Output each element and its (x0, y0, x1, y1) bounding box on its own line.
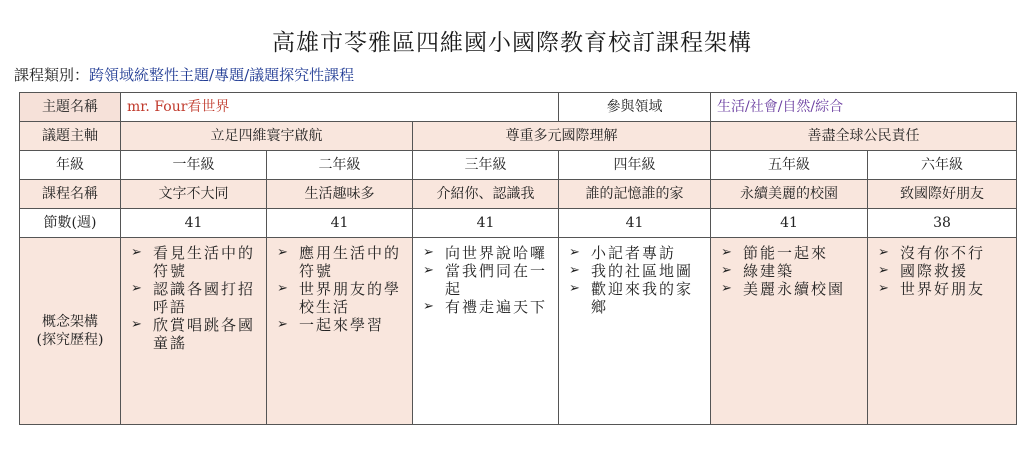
list-item: ➢ 認識各國打招呼語 (131, 280, 256, 316)
table-row-axis (20, 122, 1017, 151)
list-item: ➢ 歡迎來我的家鄉 (569, 280, 694, 316)
arrow-bullet-icon: ➢ (277, 317, 288, 332)
arrow-bullet-icon: ➢ (878, 263, 889, 278)
list-item: ➢ 世界好朋友 (878, 280, 986, 298)
sessions-cell: 41 (413, 209, 559, 238)
list-item: ➢ 國際救援 (878, 262, 969, 280)
list-item: ➢ 綠建築 (721, 262, 795, 280)
course-cell: 文字不大同 (121, 180, 267, 209)
course-cell: 介紹你、認識我 (413, 180, 559, 209)
axis-cell: 善盡全球公民責任 (711, 122, 1017, 151)
grade-cell: 四年級 (559, 151, 711, 180)
arrow-bullet-icon: ➢ (569, 281, 580, 296)
arrow-bullet-icon: ➢ (569, 263, 580, 278)
list-item: ➢ 我的社區地圖 (569, 262, 694, 280)
arrow-bullet-icon: ➢ (423, 299, 434, 314)
list-item: ➢ 一起來學習 (277, 316, 385, 334)
arrow-bullet-icon: ➢ (721, 245, 732, 260)
sessions-cell: 41 (121, 209, 267, 238)
list-item: ➢ 應用生活中的符號 (277, 244, 402, 280)
list-item: ➢ 美麗永續校園 (721, 280, 846, 298)
table-row-grade (20, 151, 1017, 180)
course-category-value: 跨領域統整性主題/專題/議題探究性課程 (89, 66, 355, 84)
list-item: ➢ 世界朋友的學校生活 (277, 280, 402, 316)
sessions-cell: 41 (267, 209, 413, 238)
course-cell: 永續美麗的校園 (711, 180, 868, 209)
list-item: ➢ 小記者專訪 (569, 244, 677, 262)
grade-cell: 二年級 (267, 151, 413, 180)
course-category (14, 64, 354, 85)
sessions-cell: 38 (868, 209, 1017, 238)
theme-name-label: 主題名稱 (20, 93, 121, 122)
arrow-bullet-icon: ➢ (131, 245, 142, 260)
axis-cell: 立足四維寰宇啟航 (121, 122, 413, 151)
grade-label: 年級 (20, 151, 121, 180)
arrow-bullet-icon: ➢ (131, 281, 142, 296)
list-item: ➢ 當我們同在一起 (423, 262, 548, 298)
arrow-bullet-icon: ➢ (878, 281, 889, 296)
concept-cell (267, 238, 413, 425)
list-item: ➢ 有禮走遍天下 (423, 298, 548, 316)
list-item: ➢ 看見生活中的符號 (131, 244, 256, 280)
arrow-bullet-icon: ➢ (423, 245, 434, 260)
table-row-course (20, 180, 1017, 209)
arrow-bullet-icon: ➢ (423, 263, 434, 278)
page-title: 高雄市苓雅區四維國小國際教育校訂課程架構 (272, 30, 752, 56)
sessions-cell: 41 (711, 209, 868, 238)
table-row-sessions (20, 209, 1017, 238)
table-row-theme (20, 93, 1017, 122)
list-item: ➢ 沒有你不行 (878, 244, 986, 262)
arrow-bullet-icon: ➢ (277, 245, 288, 260)
list-item: ➢ 向世界說哈囉 (423, 244, 548, 262)
concept-cell (559, 238, 711, 425)
concept-label (20, 238, 121, 425)
arrow-bullet-icon: ➢ (721, 281, 732, 296)
sessions-label: 節數(週) (20, 209, 121, 238)
course-cell: 生活趣味多 (267, 180, 413, 209)
axis-label: 議題主軸 (20, 122, 121, 151)
course-category-label: 課程類別： (14, 66, 90, 84)
table-row-concept (20, 238, 1017, 425)
grade-cell: 一年級 (121, 151, 267, 180)
theme-name-value: mr. Four看世界 (121, 93, 559, 122)
concept-cell (868, 238, 1017, 425)
axis-cell: 尊重多元國際理解 (413, 122, 711, 151)
grade-cell: 五年級 (711, 151, 868, 180)
concept-cell (413, 238, 559, 425)
curriculum-table (19, 92, 1017, 425)
course-label: 課程名稱 (20, 180, 121, 209)
arrow-bullet-icon: ➢ (878, 245, 889, 260)
grade-cell: 三年級 (413, 151, 559, 180)
course-cell: 誰的記憶誰的家 (559, 180, 711, 209)
sessions-cell: 41 (559, 209, 711, 238)
arrow-bullet-icon: ➢ (721, 263, 732, 278)
arrow-bullet-icon: ➢ (131, 317, 142, 332)
course-cell: 致國際好朋友 (868, 180, 1017, 209)
arrow-bullet-icon: ➢ (569, 245, 580, 260)
concept-cell (711, 238, 868, 425)
arrow-bullet-icon: ➢ (277, 281, 288, 296)
concept-label-line1: 概念架構 (42, 314, 98, 330)
grade-cell: 六年級 (868, 151, 1017, 180)
list-item: ➢ 節能一起來 (721, 244, 829, 262)
concept-label-line2: (探究歷程) (36, 332, 104, 348)
domain-label: 參與領域 (559, 93, 711, 122)
domain-value: 生活/社會/自然/綜合 (711, 93, 1017, 122)
list-item: ➢ 欣賞唱跳各國童謠 (131, 316, 256, 352)
concept-cell (121, 238, 267, 425)
